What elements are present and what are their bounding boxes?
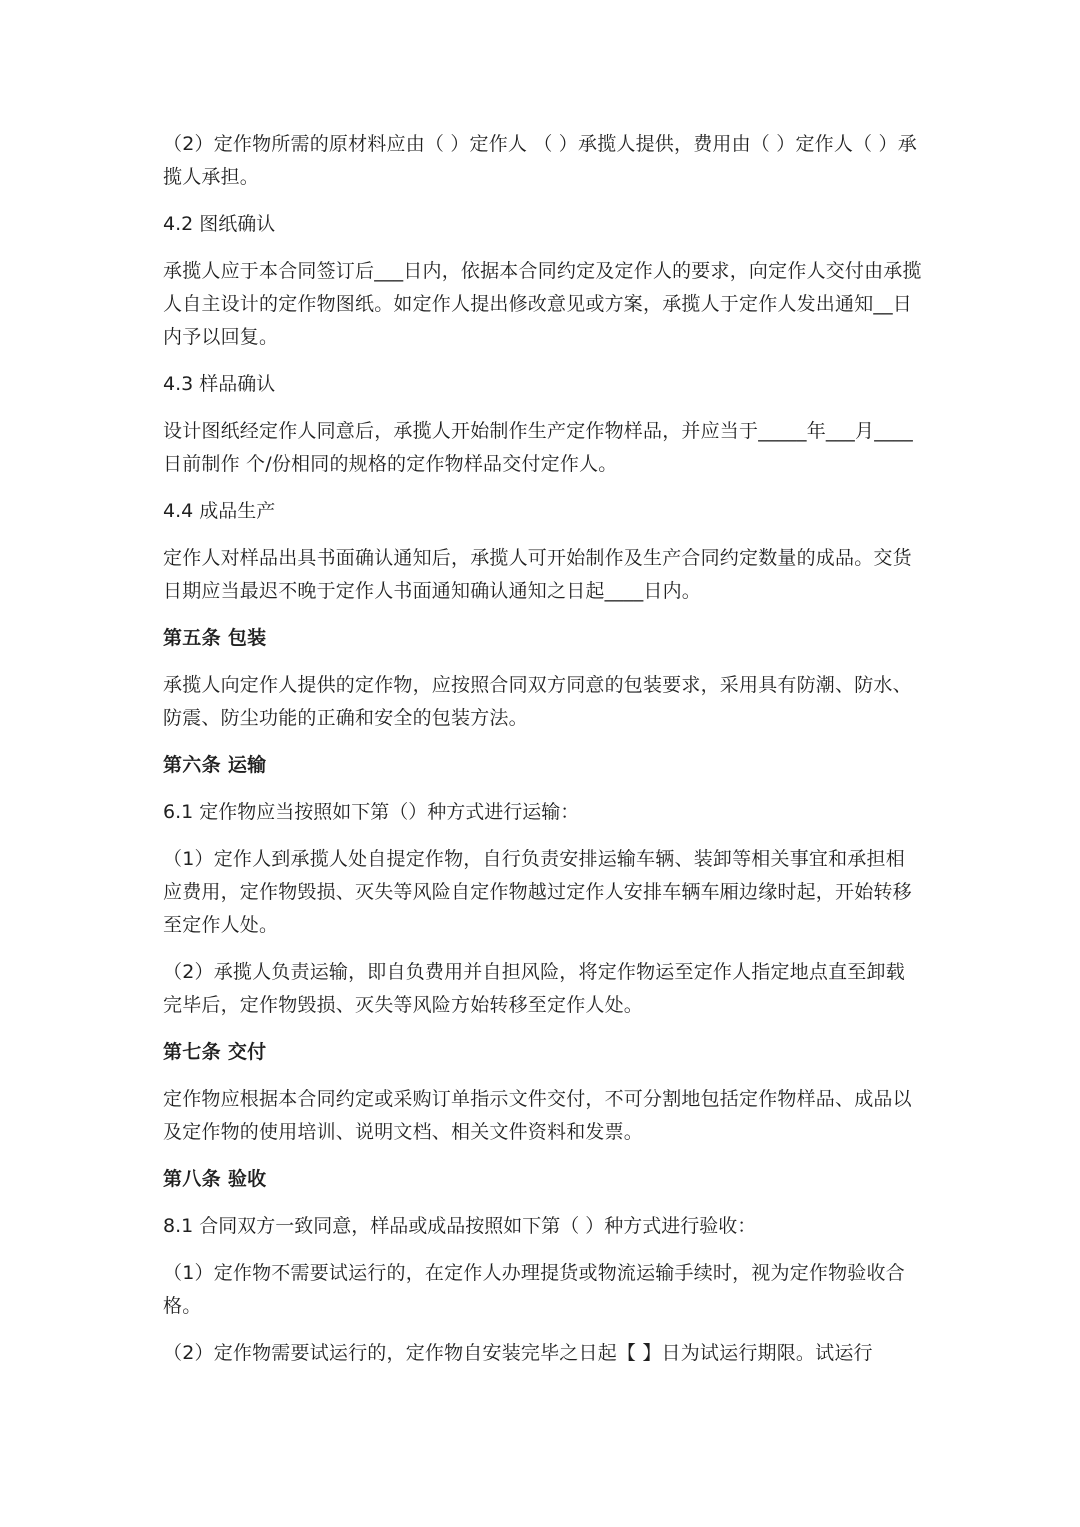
paragraph-acceptance-1: （1）定作物不需要试运行的，在定作人办理提货或物流运输手续时，视为定作物验收合格。 <box>163 1262 905 1317</box>
subheading-8-1: 8.1 合同双方一致同意，样品或成品按照如下第（ ）种方式进行验收： <box>163 1215 757 1237</box>
subheading-6-1: 6.1 定作物应当按照如下第（）种方式进行运输： <box>163 801 580 823</box>
heading-article-8: 第八条 验收 <box>163 1168 267 1190</box>
heading-article-5: 第五条 包装 <box>163 627 267 649</box>
subheading-4-4: 4.4 成品生产 <box>163 500 276 522</box>
subheading-4-3: 4.3 样品确认 <box>163 373 276 395</box>
document-body <box>163 128 923 1384</box>
paragraph-raw-materials: （2）定作物所需的原材料应由（ ）定作人 （ ）承揽人提供，费用由（ ）定作人（ ）承揽人承担。 <box>163 133 917 188</box>
paragraph-sample-confirm: 设计图纸经定作人同意后，承揽人开始制作生产定作物样品，并应当于_____年___月____日前制作 个/份相同的规格的定作物样品交付定作人。 <box>163 420 914 475</box>
paragraph-acceptance-2: （2）定作物需要试运行的，定作物自安装完毕之日起【 】日为试运行期限。试运行 <box>163 1342 873 1364</box>
paragraph-packaging: 承揽人向定作人提供的定作物，应按照合同双方同意的包装要求，采用具有防潮、防水、防震、防尘功能的正确和安全的包装方法。 <box>163 674 912 729</box>
paragraph-delivery: 定作物应根据本合同约定或采购订单指示文件交付，不可分割地包括定作物样品、成品以及定作物的使用培训、说明文档、相关文件资料和发票。 <box>163 1088 912 1143</box>
paragraph-transport-1: （1）定作人到承揽人处自提定作物，自行负责安排运输车辆、装卸等相关事宜和承担相应费用，定作物毁损、灭失等风险自定作物越过定作人安排车辆车厢边缘时起，开始转移至定作人处。 <box>163 848 912 936</box>
paragraph-transport-2: （2）承揽人负责运输，即自负费用并自担风险，将定作物运至定作人指定地点直至卸载完毕后，定作物毁损、灭失等风险方始转移至定作人处。 <box>163 961 905 1016</box>
subheading-4-2: 4.2 图纸确认 <box>163 213 276 235</box>
heading-article-6: 第六条 运输 <box>163 754 267 776</box>
heading-article-7: 第七条 交付 <box>163 1041 267 1063</box>
paragraph-drawing-confirm: 承揽人应于本合同签订后___日内，依据本合同约定及定作人的要求，向定作人交付由承揽人自主设计的定作物图纸。如定作人提出修改意见或方案，承揽人于定作人发出通知__日内予以回复。 <box>163 260 922 348</box>
paragraph-production: 定作人对样品出具书面确认通知后，承揽人可开始制作及生产合同约定数量的成品。交货日期应当最迟不晚于定作人书面通知确认通知之日起____日内。 <box>163 547 912 602</box>
